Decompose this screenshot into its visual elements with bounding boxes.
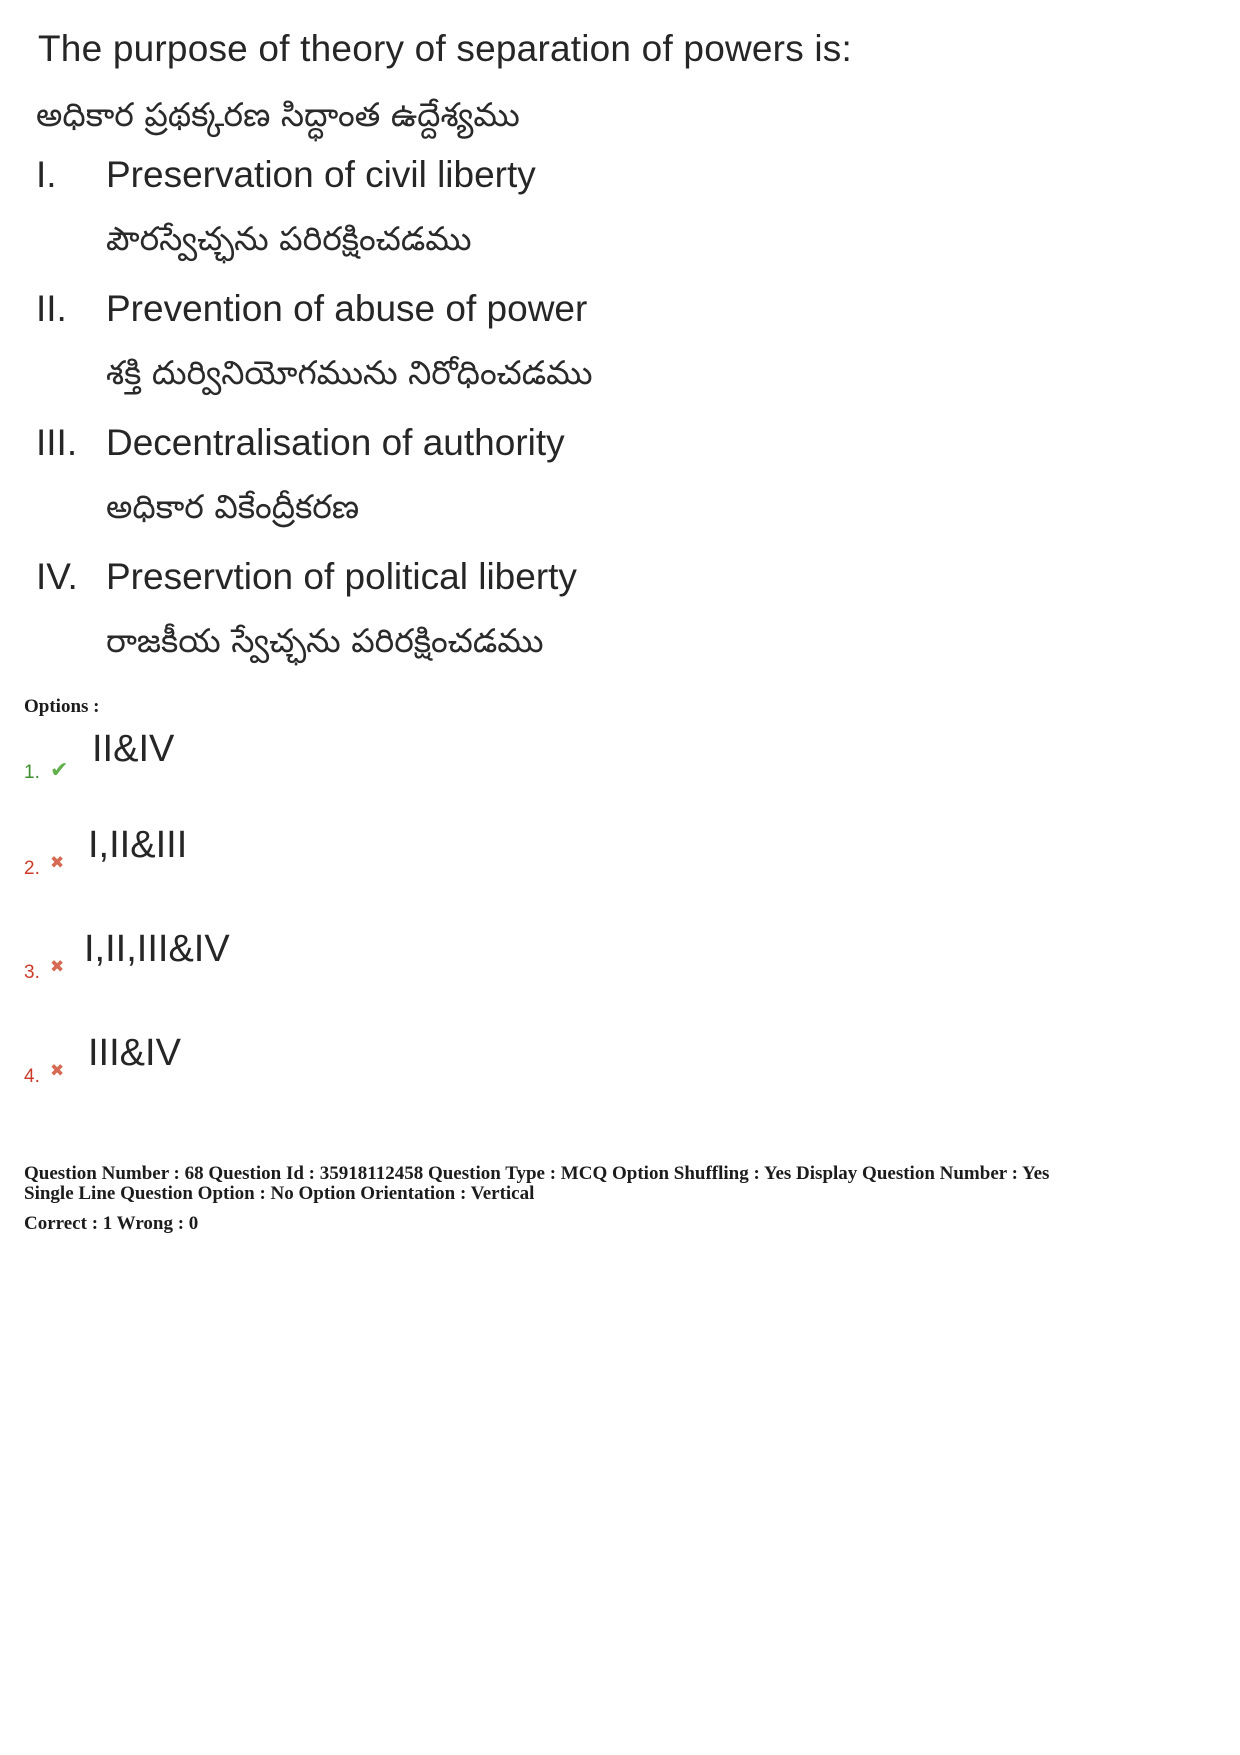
option-number: 4. (24, 1066, 40, 1087)
statement-text: Preservation of civil liberty (106, 154, 536, 195)
option-4[interactable] (24, 1034, 424, 1094)
option-text: III&IV (88, 1032, 181, 1074)
option-3[interactable] (24, 930, 424, 990)
statement-text: Preservtion of political liberty (106, 556, 577, 597)
option-2[interactable] (24, 826, 424, 886)
option-text: I,II&III (88, 824, 188, 866)
option-number: 1. (24, 762, 40, 783)
option-1[interactable] (24, 730, 424, 790)
cross-icon: ✖ (50, 1061, 65, 1081)
option-number: 3. (24, 962, 40, 983)
statement-telugu: రాజకీయ స్వేచ్ఛను పరిరక్షించడము (106, 621, 544, 660)
cross-icon: ✖ (50, 853, 65, 873)
cross-icon: ✖ (50, 957, 65, 977)
statement-telugu: శక్తి దుర్వినియోగమును నిరోధించడము (106, 353, 593, 392)
statement-numeral: III. (36, 422, 78, 463)
question-options-meta-line: Single Line Question Option : No Option Orientation : Vertical (24, 1183, 535, 1204)
statement-text: Decentralisation of authority (106, 422, 565, 463)
check-icon: ✔ (50, 758, 69, 783)
statement-text: Prevention of abuse of power (106, 288, 588, 329)
question-meta-line: Question Number : 68 Question Id : 35918112458 Question Type : MCQ Option Shuffling : Yes Display Question Number : Yes (24, 1163, 1050, 1184)
option-text: I,II,III&IV (84, 928, 230, 970)
statement-numeral: I. (36, 154, 57, 195)
option-number: 2. (24, 858, 40, 879)
question-title-telugu: అధికార ప్రథక్కరణ సిద్ధాంత ఉద్దేశ్యము (36, 95, 520, 134)
marking-scheme: Correct : 1 Wrong : 0 (24, 1213, 199, 1234)
statement-telugu: అధికార వికేంద్రీకరణ (106, 487, 360, 526)
question-title: The purpose of theory of separation of powers is: (38, 28, 852, 69)
statement-numeral: IV. (36, 556, 78, 597)
statement-numeral: II. (36, 288, 67, 329)
options-label: Options : (24, 696, 100, 717)
statement-telugu: పౌరస్వేచ్ఛను పరిరక్షించడము (106, 219, 472, 258)
option-text: II&IV (92, 728, 175, 770)
